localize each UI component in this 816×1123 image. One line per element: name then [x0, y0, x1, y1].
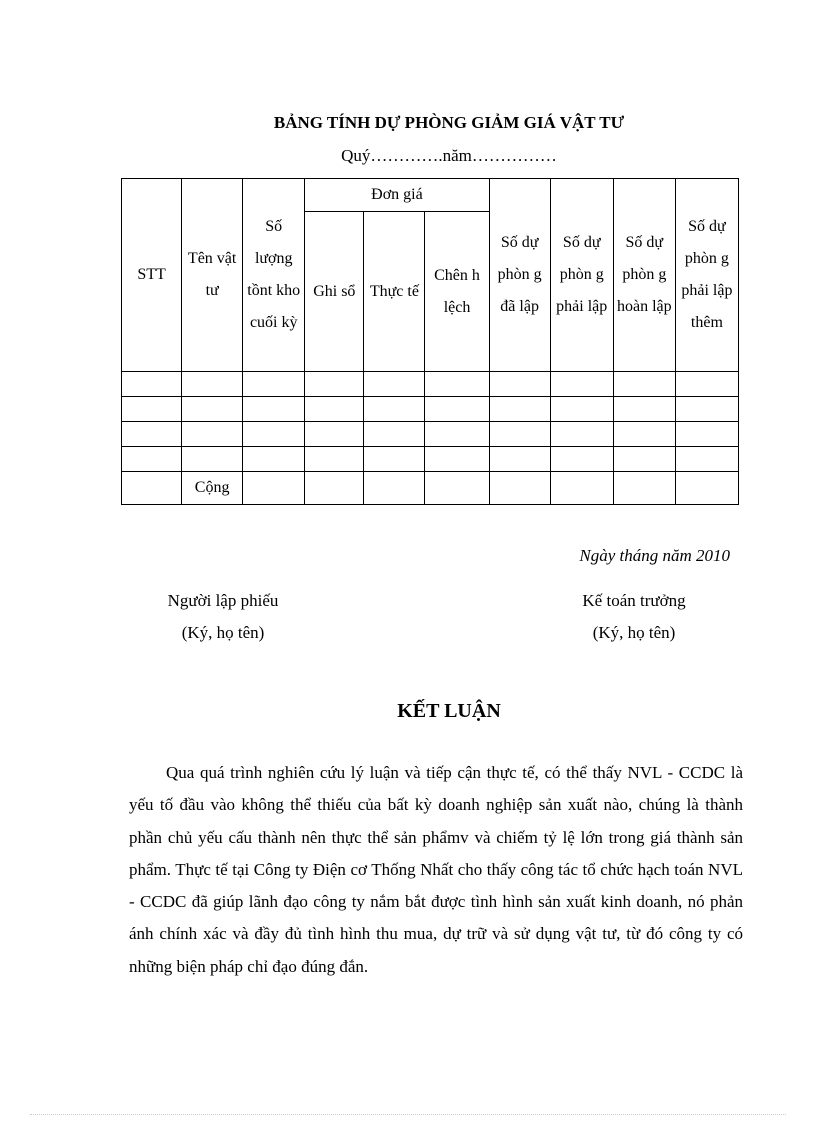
header-don-gia: Đơn giá	[305, 179, 489, 212]
header-so-luong: Số lượng tồnt kho cuối kỳ	[243, 179, 305, 372]
header-ghi-so: Ghi sổ	[305, 212, 364, 372]
table-total-row	[122, 472, 739, 505]
table-row	[122, 447, 739, 472]
signature-preparer	[120, 585, 326, 649]
document-title: BẢNG TÍNH DỰ PHÒNG GIẢM GIÁ VẬT TƯ	[273, 113, 625, 132]
preparer-role: Người lập phiếu	[167, 591, 279, 610]
signature-chief-accountant	[532, 585, 736, 649]
header-chenh-lech: Chên h lệch	[425, 212, 489, 372]
chief-accountant-role: Kế toán trưởng	[582, 591, 686, 610]
total-label: Cộng	[182, 472, 243, 505]
header-stt: STT	[122, 179, 182, 372]
table-row	[122, 397, 739, 422]
header-hoan-lap: Số dự phòn g hoàn lập	[613, 179, 675, 372]
header-lap-them: Số dự phòn g phải lập thêm	[675, 179, 738, 372]
document-subtitle: Quý………….năm……………	[341, 146, 557, 165]
conclusion-heading: KẾT LUẬN	[397, 700, 501, 722]
header-da-lap: Số dự phòn g đã lập	[489, 179, 550, 372]
header-phai-lap: Số dự phòn g phải lập	[550, 179, 613, 372]
header-thuc-te: Thực tế	[364, 212, 425, 372]
table-row	[122, 422, 739, 447]
page-divider	[30, 1114, 786, 1115]
preparer-note: (Ký, họ tên)	[181, 623, 265, 642]
date-line: Ngày tháng năm 2010	[579, 546, 730, 565]
header-ten-vat-tu: Tên vật tư	[182, 179, 243, 372]
conclusion-paragraph: Qua quá trình nghiên cứu lý luận và tiếp cận thực tế, có thể thấy NVL - CCDC là yếu tố đầu vào không thể thiếu của bất kỳ doanh nghiệp sản xuất nào, chúng là thành phần chủ yếu cấu thành nên thực thể sản phẩmv và chiếm tỷ lệ lớn trong giá thành sản phẩm. Thực tế tại Công ty Điện cơ Thống Nhất cho thấy công tác tổ chức hạch toán NVL - CCDC đã giúp lãnh đạo công ty nắm bắt được tình hình sản xuất kinh doanh, nó phản ánh chính xác và đầy đủ tình hình thu mua, dự trữ và sử dụng vật tư, từ đó công ty có những biện pháp chỉ đạo đúng đắn.	[129, 763, 743, 976]
chief-accountant-note: (Ký, họ tên)	[592, 623, 676, 642]
provision-table	[121, 178, 739, 505]
table-row	[122, 372, 739, 397]
